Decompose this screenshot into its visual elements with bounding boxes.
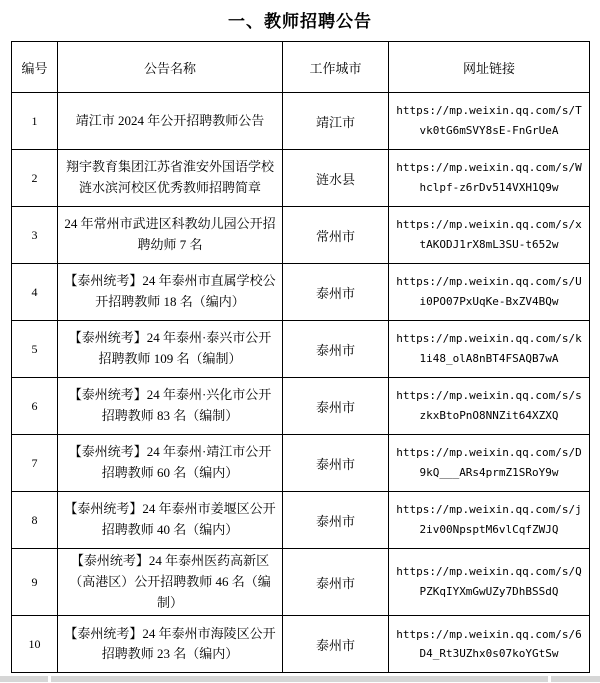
header-work-city: 工作城市 <box>283 42 389 93</box>
table-row <box>12 150 590 207</box>
row-number-cell: 10 <box>12 616 58 673</box>
row-number-cell: 7 <box>12 435 58 492</box>
horizontal-scrollbar[interactable] <box>0 676 600 682</box>
announcement-name-cell: 靖江市 2024 年公开招聘教师公告 <box>58 93 283 150</box>
work-city-cell: 靖江市 <box>283 93 389 150</box>
row-number-cell: 4 <box>12 264 58 321</box>
table-row <box>12 616 590 673</box>
announcement-name-cell: 【泰州统考】24 年泰州·靖江市公开招聘教师 60 名（编内） <box>58 435 283 492</box>
announcement-name-cell: 【泰州统考】24 年泰州市姜堰区公开招聘教师 40 名（编内） <box>58 492 283 549</box>
announcement-url-cell[interactable]: https://mp.weixin.qq.com/s/k1i48_olA8nBT4FSAQB7wA <box>389 321 590 378</box>
row-number-cell: 2 <box>12 150 58 207</box>
row-number-cell: 1 <box>12 93 58 150</box>
announcement-name-cell: 【泰州统考】24 年泰州市直属学校公开招聘教师 18 名（编内） <box>58 264 283 321</box>
row-number-cell: 6 <box>12 378 58 435</box>
row-number-cell: 5 <box>12 321 58 378</box>
work-city-cell: 泰州市 <box>283 616 389 673</box>
header-announcement-name: 公告名称 <box>58 42 283 93</box>
work-city-cell: 泰州市 <box>283 549 389 616</box>
scrollbar-notch-right <box>548 676 551 682</box>
table-row <box>12 93 590 150</box>
announcement-name-cell: 翔宇教育集团江苏省淮安外国语学校涟水滨河校区优秀教师招聘简章 <box>58 150 283 207</box>
announcement-url-cell[interactable]: https://mp.weixin.qq.com/s/szkxBtoPnO8NNZit64XZXQ <box>389 378 590 435</box>
work-city-cell: 泰州市 <box>283 492 389 549</box>
page-title: 一、教师招聘公告 <box>228 12 372 31</box>
table-row <box>12 264 590 321</box>
row-number-cell: 8 <box>12 492 58 549</box>
work-city-cell: 泰州市 <box>283 435 389 492</box>
announcement-url-cell[interactable]: https://mp.weixin.qq.com/s/xtAKODJ1rX8mL3SU-t652w <box>389 207 590 264</box>
announcement-url-cell[interactable]: https://mp.weixin.qq.com/s/D9kQ___ARs4prmZ1SRoY9w <box>389 435 590 492</box>
announcement-url-cell[interactable]: https://mp.weixin.qq.com/s/j2iv00NpsptM6vlCqfZWJQ <box>389 492 590 549</box>
announcement-name-cell: 【泰州统考】24 年泰州·泰兴市公开招聘教师 109 名（编制） <box>58 321 283 378</box>
work-city-cell: 常州市 <box>283 207 389 264</box>
work-city-cell: 涟水县 <box>283 150 389 207</box>
table-header-row <box>12 42 590 93</box>
recruitment-table <box>11 41 590 673</box>
announcement-name-cell: 【泰州统考】24 年泰州市海陵区公开招聘教师 23 名（编内） <box>58 616 283 673</box>
announcement-url-cell[interactable]: https://mp.weixin.qq.com/s/Whclpf-z6rDv514VXH1Q9w <box>389 150 590 207</box>
announcement-url-cell[interactable]: https://mp.weixin.qq.com/s/QPZKqIYXmGwUZy7DhBSSdQ <box>389 549 590 616</box>
row-number-cell: 3 <box>12 207 58 264</box>
announcement-name-cell: 【泰州统考】24 年泰州·兴化市公开招聘教师 83 名（编制） <box>58 378 283 435</box>
table-row <box>12 207 590 264</box>
header-url-link: 网址链接 <box>389 42 590 93</box>
announcement-url-cell[interactable]: https://mp.weixin.qq.com/s/Ui0PO07PxUqKe-BxZV4BQw <box>389 264 590 321</box>
table-row <box>12 492 590 549</box>
table-row <box>12 549 590 616</box>
table-row <box>12 378 590 435</box>
scrollbar-notch-left <box>48 676 51 682</box>
header-id: 编号 <box>12 42 58 93</box>
work-city-cell: 泰州市 <box>283 378 389 435</box>
announcement-url-cell[interactable]: https://mp.weixin.qq.com/s/6D4_Rt3UZhx0s07koYGtSw <box>389 616 590 673</box>
row-number-cell: 9 <box>12 549 58 616</box>
table-body <box>12 93 590 673</box>
work-city-cell: 泰州市 <box>283 264 389 321</box>
work-city-cell: 泰州市 <box>283 321 389 378</box>
announcement-name-cell: 24 年常州市武进区科教幼儿园公开招聘幼师 7 名 <box>58 207 283 264</box>
table-row <box>12 435 590 492</box>
announcement-url-cell[interactable]: https://mp.weixin.qq.com/s/Tvk0tG6mSVY8sE-FnGrUeA <box>389 93 590 150</box>
announcement-name-cell: 【泰州统考】24 年泰州医药高新区（高港区）公开招聘教师 46 名（编制） <box>58 549 283 616</box>
table-row <box>12 321 590 378</box>
